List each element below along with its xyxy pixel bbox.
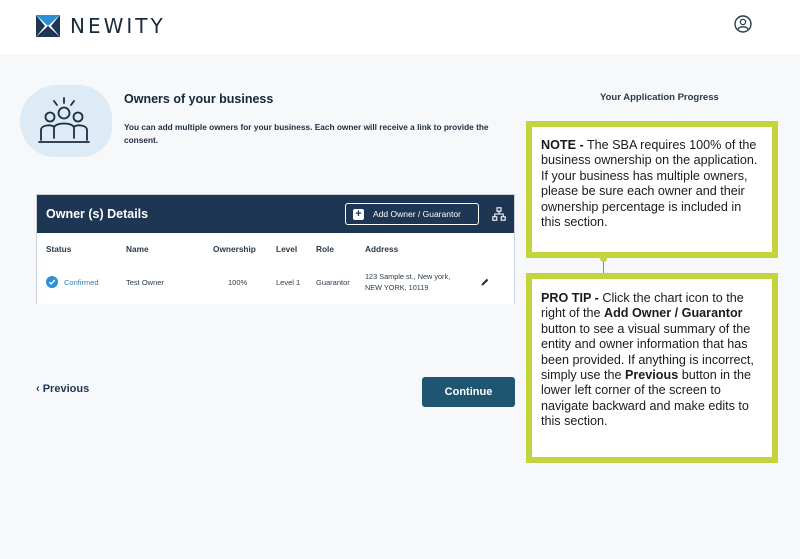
- owner-address: [365, 271, 450, 293]
- continue-button[interactable]: Continue: [422, 377, 515, 407]
- pro-tip-callout: [526, 273, 778, 463]
- column-header-role: Role: [316, 244, 334, 254]
- status-cell: [46, 276, 99, 288]
- owner-role: Guarantor: [316, 278, 350, 287]
- owner-details-card: [36, 194, 515, 304]
- column-header-address: Address: [365, 244, 399, 254]
- owner-level: Level 1: [276, 278, 301, 287]
- owner-name: Test Owner: [126, 278, 164, 287]
- plus-icon: +: [353, 209, 364, 220]
- note-callout-text: The SBA requires 100% of the business ownership on the application. If your business has multiple owners, please be sure each owner and their ownership percentage is included in this section.: [541, 138, 758, 230]
- org-chart-icon[interactable]: [492, 207, 506, 221]
- section-title: Owners of your business: [124, 92, 274, 106]
- pencil-icon[interactable]: [480, 277, 490, 287]
- brand-logo[interactable]: [36, 14, 166, 38]
- user-circle-icon[interactable]: [734, 15, 752, 33]
- add-owner-guarantor-label: Add Owner / Guarantor: [373, 209, 461, 219]
- pro-tip-text-2: button to see a visual summary of the entity and owner information that has been provided. If anything is incorrect, simply use the: [541, 321, 754, 383]
- column-header-name: Name: [126, 244, 149, 254]
- column-header-ownership: Ownership: [213, 244, 256, 254]
- owner-card-title: Owner (s) Details: [46, 207, 149, 221]
- owner-address-line1: 123 Sample st., New york,: [365, 272, 451, 281]
- add-owner-guarantor-button[interactable]: [345, 203, 479, 225]
- pro-tip-previous-emphasis: Previous: [625, 368, 679, 383]
- note-callout: [526, 121, 778, 258]
- app-header: [0, 0, 800, 54]
- column-header-status: Status: [46, 244, 72, 254]
- note-callout-lead: NOTE -: [541, 138, 584, 152]
- section-description: You can add multiple owners for your business. Each owner will receive a link to provide the consent.: [124, 122, 489, 145]
- brand-name: NEWITY: [70, 14, 166, 38]
- check-icon: [46, 276, 58, 288]
- application-progress-title: Your Application Progress: [600, 92, 719, 103]
- pro-tip-add-owner-emphasis: Add Owner / Guarantor: [604, 306, 743, 321]
- previous-button[interactable]: ‹ Previous: [36, 383, 90, 395]
- status-badge: Confirmed: [64, 277, 99, 287]
- newity-logo-icon: [36, 15, 60, 37]
- pro-tip-lead: PRO TIP -: [541, 291, 599, 305]
- owner-ownership: 100%: [228, 278, 248, 287]
- pro-tip-text-1: Click the chart icon to the right of the: [541, 291, 744, 321]
- table-row: [37, 262, 514, 304]
- column-header-level: Level: [276, 244, 298, 254]
- pro-tip-text-3: button in the lower left corner of the screen to navigate backward and make edits to this section.: [541, 368, 752, 429]
- callout-connector-dot: [600, 255, 607, 262]
- owner-card-header: [37, 195, 514, 233]
- team-owners-icon: [38, 96, 90, 146]
- owner-address-line2: NEW YORK, 10119: [365, 283, 429, 292]
